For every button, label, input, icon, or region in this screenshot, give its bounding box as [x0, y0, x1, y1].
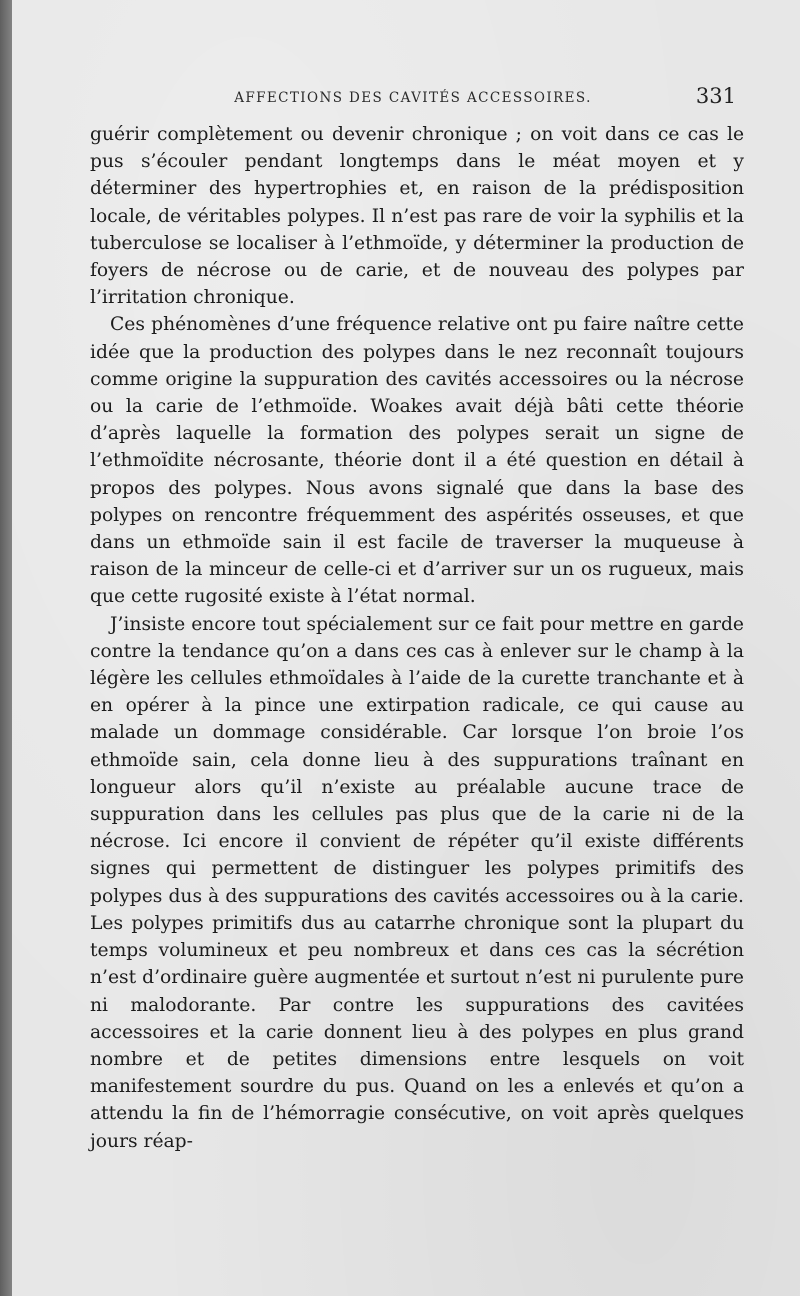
- running-title: AFFECTIONS DES CAVITÉS ACCESSOIRES.: [234, 90, 592, 106]
- book-page: [12, 0, 800, 1296]
- running-header: [90, 84, 736, 110]
- paragraph: Ces phénomènes d’une fréquence relative ont pu faire naître cette idée que la production des polypes dans le nez reconnaît toujours comme origine la suppuration des cavités accessoires ou la nécrose ou la carie de l’ethmoïde. Woakes avait déjà bâti cette théorie d’après laquelle la formation des polypes serait un signe de l’ethmoïdite nécrosante, théorie dont il a été question en détail à propos des polypes. Nous avons signalé que dans la base des polypes on rencontre fréquemment des aspérités osseuses, et que dans un ethmoïde sain il est facile de traverser la muqueuse à raison de la minceur de celle-ci et d’arriver sur un os rugueux, mais que cette rugosité existe à l’état normal.: [90, 314, 744, 608]
- body-text: [90, 121, 744, 1155]
- page-number: 331: [695, 84, 736, 108]
- paragraph: J’insiste encore tout spécialement sur ce fait pour mettre en garde contre la tendance qu’on a dans ces cas à enlever sur le champ à la légère les cellules ethmoïdales à l’aide de la curette tranchante et à en opérer à la pince une extirpation radicale, ce qui cause au malade un dommage considérable. Car lorsque l’on broie l’os ethmoïde sain, cela donne lieu à des suppurations traînant en longueur alors qu’il n’existe au préalable aucune trace de suppuration dans les cellules pas plus que de la carie ni de la nécrose. Ici encore il convient de répéter qu’il existe différents signes qui permettent de distinguer les polypes primitifs des polypes dus à des suppurations des cavités accessoires ou à la carie. Les polypes primitifs dus au catarrhe chronique sont la plupart du temps volumineux et peu nombreux et dans ces cas la sécrétion n’est d’ordinaire guère augmentée et surtout n’est ni purulente pure ni malodorante. Par contre les suppurations des cavitées accessoires et la carie donnent lieu à des polypes en plus grand nombre et de petites dimensions entre lesquels on voit manifestement sourdre du pus. Quand on les a enlevés et qu’on a attendu la fin de l’hémorragie consécutive, on voit après quelques jours réap-: [90, 613, 744, 1152]
- paragraph-continuation: guérir complètement ou devenir chronique ; on voit dans ce cas le pus s’écouler pendant longtemps dans le méat moyen et y déterminer des hypertrophies et, en raison de la prédisposition locale, de véritables polypes. Il n’est pas rare de voir la syphilis et la tuberculose se localiser à l’ethmoïde, y déterminer la production de foyers de nécrose ou de carie, et de nouveau des polypes par l’irritation chronique.: [90, 124, 744, 309]
